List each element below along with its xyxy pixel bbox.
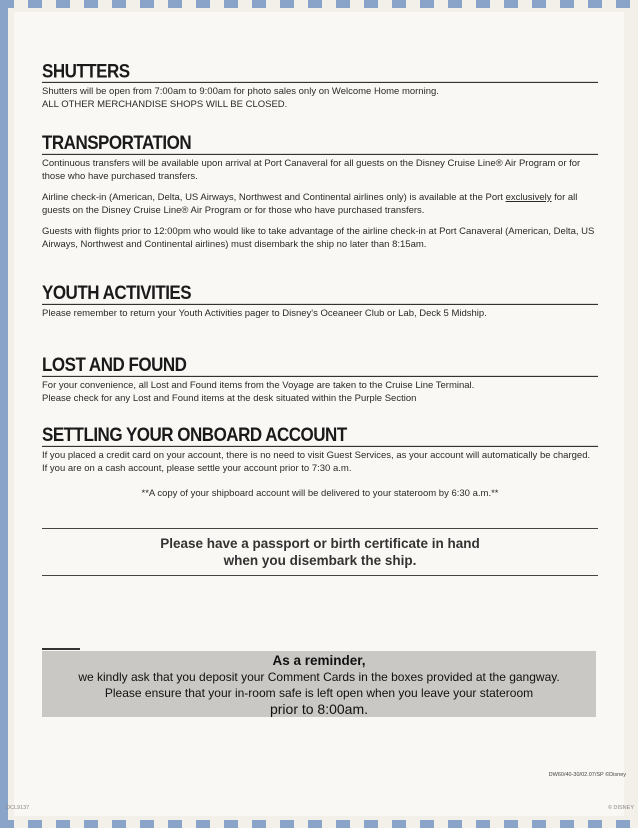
shutters-line2: ALL OTHER MERCHANDISE SHOPS WILL BE CLOSED.: [42, 98, 288, 110]
footer-code-right: DW60/40-30/02.07/SP ©Disney: [548, 772, 626, 778]
transportation-p2-post: for all guests on the Disney Cruise Line® Air Program or for those who have purchased transfers.: [42, 192, 578, 216]
passport-line2: when you disembark the ship.: [223, 553, 417, 568]
reminder-line1: we kindly ask that you deposit your Comment Cards in the boxes provided at the gangway.: [78, 670, 560, 684]
shutters-text: [42, 86, 598, 111]
section-shutters: [42, 60, 598, 111]
reminder-line2: Please ensure that your in-room safe is left open when you leave your stateroom: [104, 686, 534, 700]
heading-youth-activities: YOUTH ACTIVITIES: [42, 283, 598, 305]
settling-p1: If you placed a credit card on your account, there is no need to visit Guest Services, as your account will automatically be charged. If you are on a cash account, please settle your account prior to 7:30 a.m.: [42, 450, 591, 474]
reminder-box: [42, 651, 596, 717]
transportation-p2-exclusively: exclusively: [505, 192, 552, 203]
youth-p1: Please remember to return your Youth Activities pager to Disney's Oceaneer Club or Lab, Deck 5 Midship.: [42, 308, 487, 319]
section-transportation: [42, 132, 598, 251]
reminder-tick-line: [42, 648, 80, 650]
section-youth-activities: [42, 282, 598, 321]
transportation-p2: [42, 192, 598, 217]
footer-code-bottom-right: © DISNEY: [607, 805, 634, 811]
reminder-line3: prior to 8:00am.: [269, 701, 369, 717]
heading-lost-and-found: LOST AND FOUND: [42, 355, 598, 377]
footer-code-left: DCL9137: [6, 805, 30, 811]
settling-note: **A copy of your shipboard account will be delivered to your stateroom by 6:30 a.m.**: [141, 488, 499, 499]
reminder-title: As a reminder,: [272, 653, 366, 668]
transportation-p1: Continuous transfers will be available upon arrival at Port Canaveral for all guests on the Disney Cruise Line® Air Program or for those who have purchased transfers.: [42, 158, 581, 182]
transportation-p3: Guests with flights prior to 12:00pm who would like to take advantage of the airline check-in at Port Canaveral (American, Delta, US Airways, Northwest and Continental airlines) must disembark the ship no later than 8:15am.: [42, 226, 595, 250]
heading-settling-account: SETTLING YOUR ONBOARD ACCOUNT: [42, 425, 598, 447]
transportation-p2-pre: Airline check-in (American, Delta, US Airways, Northwest and Continental airlines only) is available at the Port: [42, 192, 506, 203]
heading-transportation: TRANSPORTATION: [42, 133, 598, 155]
section-lost-and-found: [42, 354, 598, 405]
lost-line2: Please check for any Lost and Found items at the desk situated within the Purple Section: [42, 392, 417, 404]
section-settling-account: [42, 424, 598, 499]
passport-line1: Please have a passport or birth certificate in hand: [160, 536, 480, 551]
lost-line1: For your convenience, all Lost and Found items from the Voyage are taken to the Cruise Line Terminal.: [42, 380, 475, 391]
passport-notice: [42, 528, 598, 576]
shutters-line1: Shutters will be open from 7:00am to 9:00am for photo sales only on Welcome Home morning.: [42, 86, 439, 97]
lost-text: [42, 380, 598, 405]
heading-shutters: SHUTTERS: [42, 61, 598, 83]
